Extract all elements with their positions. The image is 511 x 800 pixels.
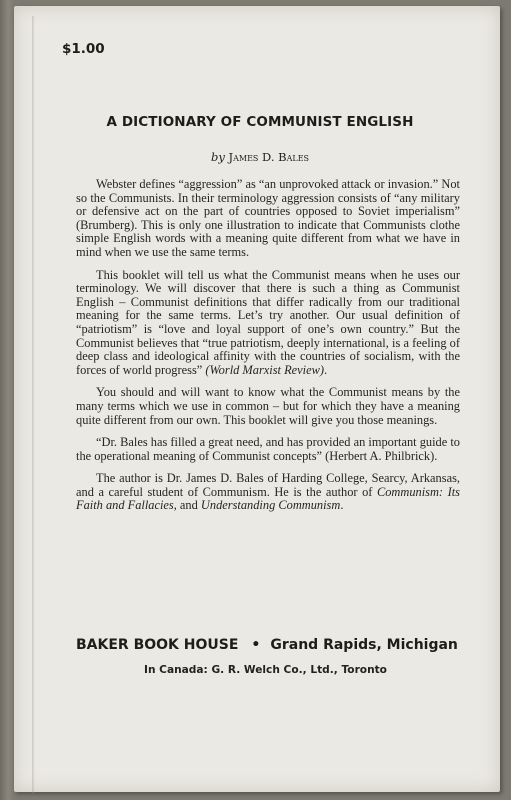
paragraph-aggression	[76, 178, 460, 260]
paragraph-text: .	[340, 498, 344, 513]
book-reference-understanding-communism: Understanding Communism	[200, 498, 341, 513]
author-name: James D. Bales	[228, 150, 310, 164]
paragraph-text: Webster defines “aggression” as “an unprovoked attack or invasion.” Not so the Communists. In their terminology aggression consists of “any military or defensive act on the part of countries opposed to Soviet imperialism” (Brumberg). This is only one illustration to indicate that Communists clothe simple English words with a meaning quite different from what we have in mind when we use the same terms.	[76, 177, 460, 259]
paragraph-terminology	[76, 269, 460, 378]
bullet-separator: •	[251, 637, 261, 653]
publisher-city: Grand Rapids, Michigan	[270, 637, 458, 653]
paragraph-about-author	[76, 472, 460, 513]
price-label: $1.00	[62, 41, 105, 57]
paragraph-endorsement	[76, 436, 460, 463]
canada-distributor-line: In Canada: G. R. Welch Co., Ltd., Toronto	[144, 664, 387, 676]
paragraph-text: “Dr. Bales has filled a great need, and has provided an important guide to the operational meaning of Communist concepts” (Herbert A. Philbrick).	[76, 435, 460, 463]
description-text	[76, 178, 460, 522]
book-title: A DICTIONARY OF COMMUNIST ENGLISH	[106, 114, 414, 130]
citation-world-marxist-review: (World Marxist Review)	[205, 362, 324, 377]
paragraph-text: You should and will want to know what the Communist means by the many terms which we use in common – but for which they have a meaning quite different from our own. This booklet will give you those meanings.	[76, 385, 460, 427]
paragraph-text: .	[323, 362, 328, 377]
paragraph-text: This booklet will tell us what the Communist means when he uses our terminology. We will discover that there is such a thing as Communist English – Communist definitions that differ radically from our traditional meaning for the same terms. Let’s try another. Our usual definition of “patriotism” is “love and loyal support of one’s own country.” But the Communist believes that “true patriotism, deeply international, is a feeling of deep class and ideological affinity with the countries of socialism, with the forces of world progress”	[76, 267, 460, 377]
publisher-name: BAKER BOOK HOUSE	[76, 637, 239, 653]
byline	[60, 150, 460, 164]
book-reference-faith-fallacies: Communism: Its Faith and Fallacies	[76, 484, 461, 513]
paragraph-text: The author is Dr. James D. Bales of Harding College, Searcy, Arkansas, and a careful student of Communism. He is the author of	[76, 471, 460, 499]
byline-by: by	[210, 150, 225, 164]
spine-crease	[32, 16, 35, 794]
publisher-line	[76, 637, 460, 653]
paragraph-meanings	[76, 386, 460, 427]
paragraph-text: , and	[173, 498, 201, 513]
